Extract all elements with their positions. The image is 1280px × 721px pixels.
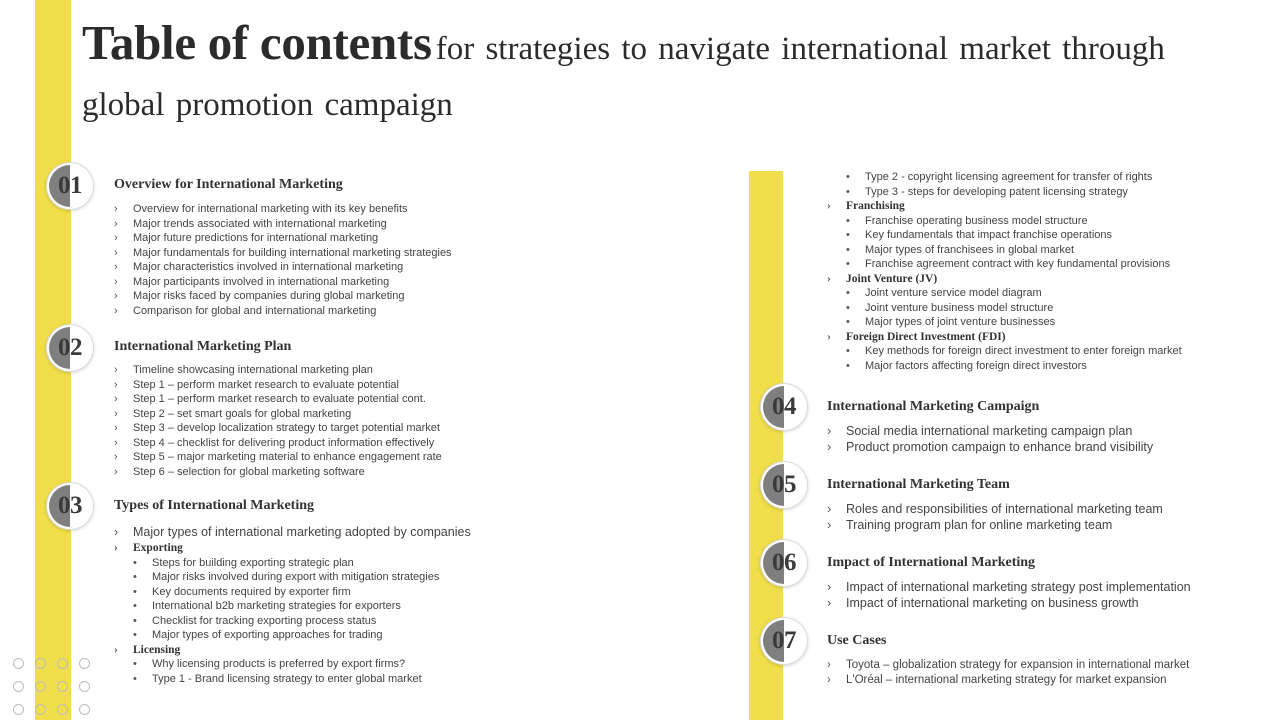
list-item[interactable]: • Type 2 - copyright licensing agreement for transfer of rights <box>846 171 1153 183</box>
section-title[interactable]: Overview for International Marketing <box>114 177 343 192</box>
list-item[interactable]: › Comparison for global and international marketing <box>114 304 377 317</box>
list-item[interactable]: › Step 4 – checklist for delivering product information effectively <box>114 436 435 449</box>
section-title[interactable]: Types of International Marketing <box>114 498 315 513</box>
chevron-icon: › <box>114 275 118 288</box>
list-item[interactable]: • Type 3 - steps for developing patent licensing strategy <box>846 185 1128 198</box>
section-items <box>827 501 1163 533</box>
section-number-badge <box>761 384 807 430</box>
bullet-icon: • <box>133 585 137 598</box>
bullet-icon: • <box>133 600 137 612</box>
chevron-icon: › <box>114 246 118 259</box>
section-items <box>114 363 442 479</box>
section-items <box>114 202 452 318</box>
section-number: 06 <box>772 549 796 576</box>
list-item[interactable]: • Major risks involved during export with mitigation strategies <box>133 571 440 583</box>
list-item[interactable]: • Key documents required by exporter firm <box>133 585 351 598</box>
section-number: 01 <box>58 172 82 199</box>
bullet-icon: • <box>133 556 137 569</box>
chevron-icon: › <box>114 465 118 478</box>
section-items <box>827 658 1189 687</box>
list-item[interactable]: • Franchise operating business model structure <box>846 214 1088 227</box>
list-item[interactable]: • Major types of franchisees in global market <box>846 243 1075 256</box>
section-number-badge <box>47 483 93 529</box>
chevron-icon: › <box>114 261 118 273</box>
list-item[interactable]: › Step 1 – perform market research to evaluate potential <box>114 378 399 391</box>
section-number: 03 <box>58 492 82 519</box>
list-item[interactable]: • Joint venture service model diagram <box>846 287 1042 299</box>
chevron-icon: › <box>827 673 831 686</box>
chevron-icon: › <box>114 525 119 539</box>
list-item[interactable]: • International b2b marketing strategies for exporters <box>133 600 401 612</box>
list-item[interactable]: › Training program plan for online marketing team <box>827 518 1113 532</box>
chevron-icon: › <box>114 290 118 302</box>
list-item[interactable]: › Major future predictions for international marketing <box>114 232 379 244</box>
bullet-icon: • <box>846 359 850 372</box>
list-item[interactable]: › Major participants involved in international marketing <box>114 275 390 288</box>
bullet-icon: • <box>133 629 137 641</box>
list-heading[interactable]: › Foreign Direct Investment (FDI) <box>827 330 1006 343</box>
list-heading[interactable]: › Licensing <box>114 643 181 656</box>
list-item[interactable]: › Roles and responsibilities of international marketing team <box>827 502 1163 516</box>
bullet-icon: • <box>846 301 850 314</box>
bullet-icon: • <box>846 185 850 198</box>
chevron-icon: › <box>114 393 118 405</box>
list-item[interactable]: › Step 1 – perform market research to evaluate potential cont. <box>114 393 426 405</box>
section-number: 04 <box>772 393 796 420</box>
bullet-icon: • <box>846 229 850 241</box>
list-item[interactable]: › L'Oréal – international marketing strategy for market expansion <box>827 673 1167 686</box>
bullet-icon: • <box>846 171 850 183</box>
section-items <box>827 579 1191 611</box>
chevron-icon: › <box>827 502 832 516</box>
chevron-icon: › <box>114 364 118 376</box>
list-item[interactable]: • Checklist for tracking exporting process status <box>133 614 377 627</box>
list-heading[interactable]: › Joint Venture (JV) <box>827 272 938 285</box>
list-item[interactable]: • Major types of joint venture businesses <box>846 316 1056 328</box>
section-items-continued <box>827 170 1182 373</box>
list-item[interactable]: › Step 2 – set smart goals for global marketing <box>114 407 352 420</box>
section-title[interactable]: International Marketing Campaign <box>827 399 1040 414</box>
list-item[interactable]: › Toyota – globalization strategy for expansion in international market <box>827 659 1190 671</box>
chevron-icon: › <box>114 304 118 317</box>
decorative-dot-grid <box>12 657 102 721</box>
section-title[interactable]: International Marketing Team <box>827 477 1010 492</box>
list-item[interactable]: › Major trends associated with international marketing <box>114 217 387 230</box>
chevron-icon: › <box>827 424 832 438</box>
list-heading[interactable]: › Franchising <box>827 200 905 212</box>
section-title[interactable]: International Marketing Plan <box>114 339 292 354</box>
list-item[interactable]: › Social media international marketing campaign plan <box>827 424 1133 438</box>
bullet-icon: • <box>133 571 137 583</box>
chevron-icon: › <box>827 440 832 454</box>
list-item[interactable]: • Key fundamentals that impact franchise operations <box>846 229 1113 241</box>
section-number-badge <box>47 325 93 371</box>
section-number-badge <box>761 618 807 664</box>
chevron-icon: › <box>114 422 118 434</box>
list-item[interactable]: • Key methods for foreign direct investment to enter foreign market <box>846 345 1182 357</box>
list-item[interactable]: › Major risks faced by companies during global marketing <box>114 290 405 302</box>
bullet-icon: • <box>846 316 850 328</box>
list-item[interactable]: › Product promotion campaign to enhance brand visibility <box>827 440 1154 454</box>
chevron-icon: › <box>114 378 118 391</box>
chevron-icon: › <box>114 436 118 449</box>
bullet-icon: • <box>133 672 137 685</box>
chevron-icon: › <box>827 272 831 285</box>
bullet-icon: • <box>846 345 850 357</box>
section-title[interactable]: Impact of International Marketing <box>827 555 1036 570</box>
section-number: 05 <box>772 471 796 498</box>
list-item[interactable]: › Step 6 – selection for global marketing software <box>114 465 365 478</box>
list-item[interactable]: • Franchise agreement contract with key fundamental provisions <box>846 258 1171 270</box>
section-items <box>827 423 1153 455</box>
list-item[interactable]: • Steps for building exporting strategic plan <box>133 556 354 569</box>
list-item[interactable]: › Timeline showcasing international marketing plan <box>114 364 373 376</box>
list-heading[interactable]: › Exporting <box>114 542 183 554</box>
list-item[interactable]: • Major types of exporting approaches for trading <box>133 629 383 641</box>
list-item[interactable]: • Major factors affecting foreign direct investors <box>846 359 1087 372</box>
chevron-icon: › <box>114 643 118 656</box>
chevron-icon: › <box>827 330 831 343</box>
section-number-badge <box>761 462 807 508</box>
bullet-icon: • <box>846 243 850 256</box>
chevron-icon: › <box>114 203 118 215</box>
page-title <box>82 15 1202 136</box>
bullet-icon: • <box>133 658 137 670</box>
section-items <box>114 524 471 686</box>
chevron-icon: › <box>827 659 831 671</box>
chevron-icon: › <box>827 518 832 532</box>
section-number: 07 <box>772 627 796 654</box>
chevron-icon: › <box>827 200 831 212</box>
list-item[interactable]: • Why licensing products is preferred by export firms? <box>133 658 406 670</box>
bullet-icon: • <box>846 214 850 227</box>
list-item[interactable]: › Impact of international marketing strategy post implementation <box>827 580 1191 594</box>
list-item[interactable]: › Impact of international marketing on business growth <box>827 596 1139 610</box>
chevron-icon: › <box>827 596 832 610</box>
page-title-rest: for strategies to navigate international market through global promotion campaign <box>82 31 1165 123</box>
section-number-badge <box>761 540 807 586</box>
bullet-icon: • <box>846 287 850 299</box>
section-title[interactable]: Use Cases <box>827 633 887 648</box>
chevron-icon: › <box>114 451 118 463</box>
list-item[interactable]: › Major characteristics involved in international marketing <box>114 261 404 273</box>
page-title-bold: Table of contents <box>82 15 432 70</box>
chevron-icon: › <box>827 580 832 594</box>
list-item[interactable]: › Step 5 – major marketing material to enhance engagement rate <box>114 451 442 463</box>
list-item[interactable]: › Step 3 – develop localization strategy to target potential market <box>114 422 440 434</box>
list-item[interactable]: › Overview for international marketing with its key benefits <box>114 203 408 215</box>
chevron-icon: › <box>114 407 118 420</box>
chevron-icon: › <box>114 542 118 554</box>
list-item[interactable]: • Joint venture business model structure <box>846 301 1054 314</box>
bullet-icon: • <box>846 258 850 270</box>
chevron-icon: › <box>114 232 118 244</box>
bullet-icon: • <box>133 614 137 627</box>
list-item[interactable]: › Major fundamentals for building international marketing strategies <box>114 246 452 259</box>
list-item[interactable]: • Type 1 - Brand licensing strategy to enter global market <box>133 672 422 685</box>
chevron-icon: › <box>114 217 118 230</box>
section-number-badge <box>47 163 93 209</box>
list-item[interactable]: › Major types of international marketing adopted by companies <box>114 525 471 539</box>
section-number: 02 <box>58 334 82 361</box>
